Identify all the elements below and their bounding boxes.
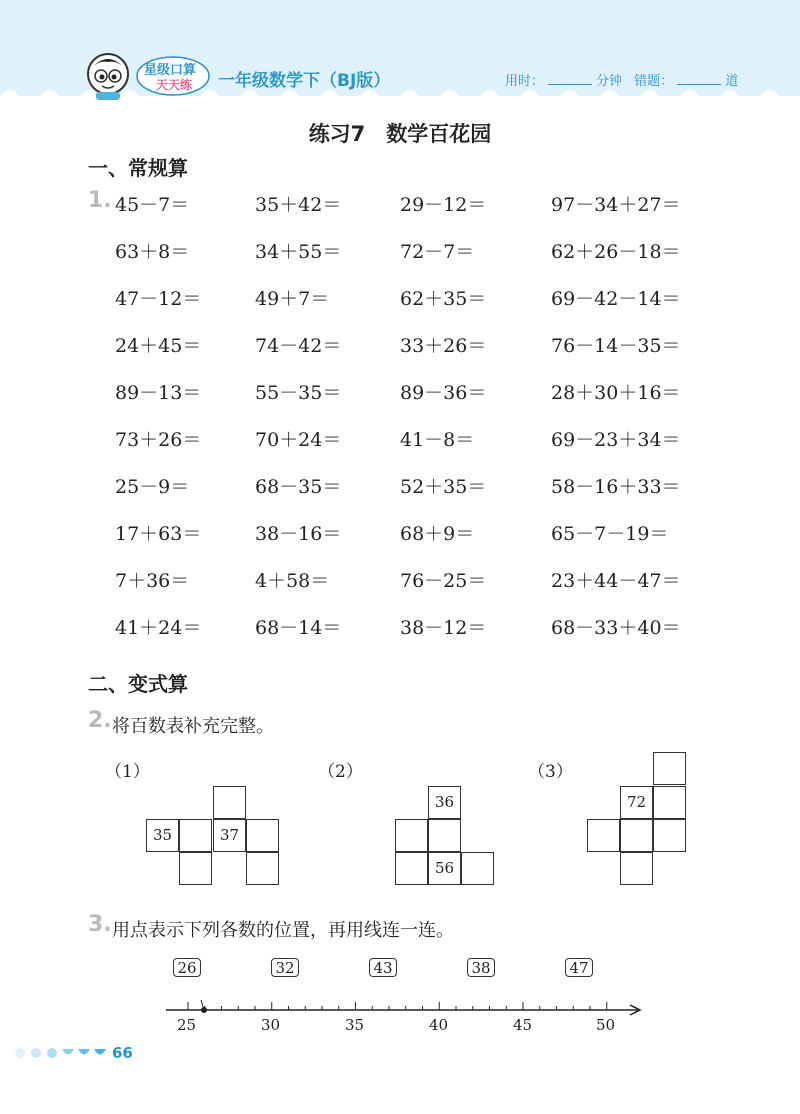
- section-1-heading: 一、常规算: [88, 156, 188, 180]
- mascot-icon: [80, 50, 136, 102]
- question-2-number: 2.: [88, 708, 112, 733]
- expr-r4-c2: 74－42＝: [255, 335, 342, 357]
- grid-cell[interactable]: [395, 819, 428, 852]
- minute-label: 分钟: [596, 74, 623, 89]
- expr-r10-c3: 38－12＝: [400, 617, 487, 639]
- expr-r3-c4: 69－42－14＝: [551, 288, 681, 310]
- grid-cell[interactable]: [213, 786, 246, 819]
- expr-r7-c1: 25－9＝: [115, 476, 190, 498]
- axis-label: 30: [261, 1016, 281, 1034]
- expr-r5-c3: 89－36＝: [400, 382, 487, 404]
- question-2-text: 将百数表补充完整。: [112, 716, 274, 737]
- time-blank[interactable]: [548, 72, 592, 85]
- number-box: 32: [271, 958, 299, 977]
- expr-r9-c1: 7＋36＝: [115, 570, 190, 592]
- expr-r7-c4: 58－16＋33＝: [551, 476, 681, 498]
- expr-r6-c3: 41－8＝: [400, 429, 475, 451]
- expr-r7-c2: 68－35＝: [255, 476, 342, 498]
- timer-area: [505, 70, 738, 89]
- expr-r9-c2: 4＋58＝: [255, 570, 330, 592]
- number-box: 38: [467, 958, 495, 977]
- grid-cell[interactable]: [653, 752, 686, 785]
- expr-r3-c2: 49＋7＝: [255, 288, 330, 310]
- grid-cell[interactable]: [620, 852, 653, 885]
- expr-r2-c2: 34＋55＝: [255, 241, 342, 263]
- expr-r5-c1: 89－13＝: [115, 382, 202, 404]
- axis-label: 40: [429, 1016, 449, 1034]
- grid-cell: 37: [213, 819, 246, 852]
- page-number: 66: [112, 1044, 133, 1062]
- axis-label: 25: [177, 1016, 197, 1034]
- expr-r8-c2: 38－16＝: [255, 523, 342, 545]
- axis-label: 35: [345, 1016, 365, 1034]
- expr-r1-c2: 35＋42＝: [255, 194, 342, 216]
- question-1-number: 1.: [88, 188, 112, 213]
- grid-cell[interactable]: [246, 852, 279, 885]
- expr-r6-c2: 70＋24＝: [255, 429, 342, 451]
- expr-r7-c3: 52＋35＝: [400, 476, 487, 498]
- brand-logo: [136, 56, 210, 96]
- number-line[interactable]: [160, 1000, 650, 1040]
- grid-cell[interactable]: [461, 852, 494, 885]
- expr-r1-c3: 29－12＝: [400, 194, 487, 216]
- sub-label-3: （3）: [528, 762, 573, 782]
- time-label: 用时：: [505, 74, 545, 89]
- lesson-title: 练习7 数学百花园: [308, 122, 492, 146]
- number-box: 47: [565, 958, 593, 977]
- expr-r4-c1: 24＋45＝: [115, 335, 202, 357]
- number-box: 43: [369, 958, 397, 977]
- grid-cell: 36: [428, 786, 461, 819]
- grid-cell[interactable]: [395, 852, 428, 885]
- footer-decoration: [14, 1046, 124, 1060]
- logo-top-text: 星级口算: [144, 63, 197, 78]
- number-box: 26: [173, 958, 201, 977]
- grid-cell[interactable]: [246, 819, 279, 852]
- expr-r4-c4: 76－14－35＝: [551, 335, 681, 357]
- axis-label: 45: [513, 1016, 533, 1034]
- expr-r8-c3: 68＋9＝: [400, 523, 475, 545]
- expr-r10-c4: 68－33＋40＝: [551, 617, 681, 639]
- grid-cell: 72: [620, 786, 653, 819]
- grid-cell: 35: [146, 819, 179, 852]
- grid-cell[interactable]: [428, 819, 461, 852]
- dao-label: 道: [725, 74, 739, 89]
- expr-r6-c1: 73＋26＝: [115, 429, 202, 451]
- grid-cell[interactable]: [587, 819, 620, 852]
- logo-bottom-text: 天天练: [156, 78, 193, 92]
- expr-r6-c4: 69－23＋34＝: [551, 429, 681, 451]
- sub-label-1: （1）: [105, 762, 150, 782]
- expr-r1-c4: 97－34＋27＝: [551, 194, 681, 216]
- expr-r1-c1: 45－7＝: [115, 194, 190, 216]
- grid-cell[interactable]: [653, 819, 686, 852]
- axis-label: 50: [596, 1016, 616, 1034]
- grid-cell[interactable]: [179, 852, 212, 885]
- sub-label-2: （2）: [318, 762, 363, 782]
- expr-r9-c3: 76－25＝: [400, 570, 487, 592]
- question-3-text: 用点表示下列各数的位置，再用线连一连。: [112, 920, 454, 941]
- section-2-heading: 二、变式算: [88, 672, 188, 696]
- expr-r10-c2: 68－14＝: [255, 617, 342, 639]
- grid-cell[interactable]: [179, 819, 212, 852]
- expr-r3-c3: 62＋35＝: [400, 288, 487, 310]
- expr-r5-c4: 28＋30＋16＝: [551, 382, 681, 404]
- expr-r2-c1: 63＋8＝: [115, 241, 190, 263]
- grid-cell: 56: [428, 852, 461, 885]
- grid-cell[interactable]: [620, 819, 653, 852]
- expr-r9-c4: 23＋44－47＝: [551, 570, 681, 592]
- expr-r5-c2: 55－35＝: [255, 382, 342, 404]
- expr-r8-c1: 17＋63＝: [115, 523, 202, 545]
- expr-r8-c4: 65－7－19＝: [551, 523, 669, 545]
- error-blank[interactable]: [677, 72, 721, 85]
- expr-r2-c4: 62＋26－18＝: [551, 241, 681, 263]
- expr-r4-c3: 33＋26＝: [400, 335, 487, 357]
- book-title: 一年级数学下（BJ版）: [218, 71, 391, 91]
- expr-r3-c1: 47－12＝: [115, 288, 202, 310]
- error-label: 错题：: [634, 74, 674, 89]
- question-3-number: 3.: [88, 912, 112, 937]
- expr-r2-c3: 72－7＝: [400, 241, 475, 263]
- grid-cell[interactable]: [653, 786, 686, 819]
- expr-r10-c1: 41＋24＝: [115, 617, 202, 639]
